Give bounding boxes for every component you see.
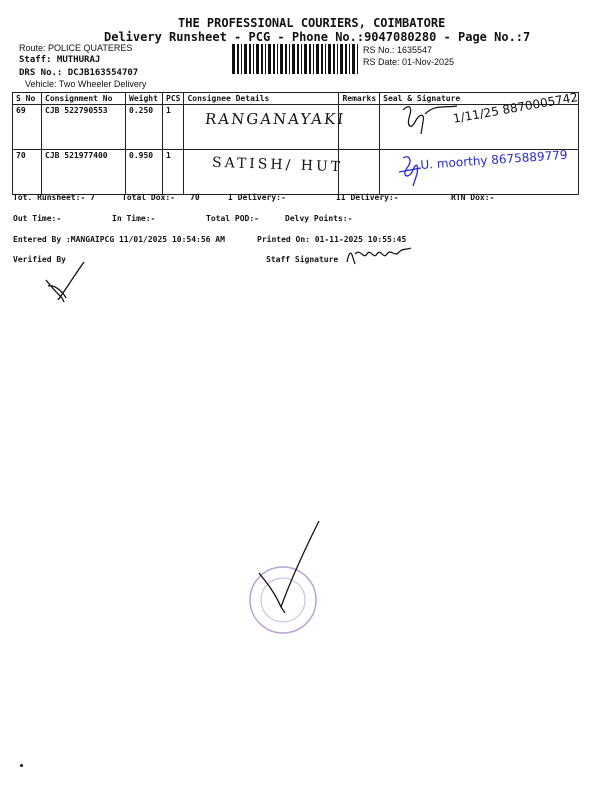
scan-dot bbox=[20, 764, 23, 767]
barcode-bar bbox=[292, 44, 295, 74]
entered-by: Entered By :MANGAIPCG 11/01/2025 10:54:56 AM bbox=[13, 235, 225, 244]
barcode-bar bbox=[273, 44, 275, 74]
stamp-mark bbox=[245, 515, 335, 640]
barcode-image bbox=[232, 44, 358, 74]
barcode-bar bbox=[309, 44, 311, 74]
rtn-dox: RTN Dox:- bbox=[451, 193, 495, 202]
barcode-bar bbox=[304, 44, 307, 74]
barcode-bar bbox=[328, 44, 331, 74]
barcode-bar bbox=[345, 44, 347, 74]
staff-signature-label: Staff Signature bbox=[266, 255, 339, 264]
col-consignment: Consignment No bbox=[42, 93, 126, 105]
barcode-bar bbox=[261, 44, 263, 74]
barcode-bar bbox=[237, 44, 239, 74]
row-pcs: 1 bbox=[163, 105, 184, 150]
verified-checkmark-scribble bbox=[40, 258, 90, 306]
barcode-bar bbox=[289, 44, 290, 74]
row-weight: 0.250 bbox=[126, 105, 163, 150]
barcode-bar bbox=[337, 44, 338, 74]
row-consignment: CJB 522790553 bbox=[42, 105, 126, 150]
barcode-bar bbox=[333, 44, 335, 74]
row-pcs: 1 bbox=[163, 150, 184, 195]
barcode-bar bbox=[325, 44, 326, 74]
barcode-bar bbox=[241, 44, 242, 74]
barcode-bar bbox=[268, 44, 271, 74]
rs-date: RS Date: 01-Nov-2025 bbox=[363, 57, 455, 67]
delvy-points: Delvy Points:- bbox=[285, 214, 353, 223]
row-weight: 0.950 bbox=[126, 150, 163, 195]
col-pcs: PCS bbox=[163, 93, 184, 105]
barcode-bar bbox=[265, 44, 266, 74]
in-time: In Time:- bbox=[112, 214, 156, 223]
printed-on: Printed On: 01-11-2025 10:55:45 bbox=[257, 235, 407, 244]
barcode-bar bbox=[249, 44, 251, 74]
barcode-bar bbox=[313, 44, 314, 74]
total-dox-label: Total Dox:- bbox=[122, 193, 175, 202]
barcode-bar bbox=[297, 44, 299, 74]
total-dox-value: 70 bbox=[190, 193, 200, 202]
barcode-bar bbox=[357, 44, 358, 74]
col-consignee: Consignee Details bbox=[184, 93, 339, 105]
barcode-bar bbox=[349, 44, 350, 74]
barcode-bar bbox=[321, 44, 323, 74]
runsheet-subtitle: Delivery Runsheet - PCG - Phone No.:9047080280 - Page No.:7 bbox=[104, 30, 531, 44]
barcode-bar bbox=[352, 44, 355, 74]
rs-number: RS No.: 1635547 bbox=[363, 45, 433, 55]
col-weight: Weight bbox=[126, 93, 163, 105]
row-remarks bbox=[339, 150, 380, 195]
verified-by: Verified By bbox=[13, 255, 66, 264]
handwritten-consignee-2: SATISH/ HUT bbox=[211, 154, 344, 176]
staff-signature-scribble bbox=[345, 244, 415, 268]
out-time: Out Time:- bbox=[13, 214, 62, 223]
ii-delivery: II Delivery:- bbox=[336, 193, 399, 202]
barcode-bar bbox=[340, 44, 343, 74]
total-pod: Total POD:- bbox=[206, 214, 259, 223]
col-seal-signature: Seal & Signature bbox=[380, 93, 579, 105]
signature-note-2: U. moorthy 8675889779 bbox=[420, 147, 568, 172]
signature-note-1: 1/11/25 8870005742 bbox=[452, 90, 579, 126]
barcode-bar bbox=[253, 44, 254, 74]
tot-runsheet: Tot. Runsheet:- 7 bbox=[13, 193, 95, 202]
row-sno: 70 bbox=[13, 150, 42, 195]
barcode-bar bbox=[244, 44, 247, 74]
row-sno: 69 bbox=[13, 105, 42, 150]
barcode-bar bbox=[316, 44, 319, 74]
table-header-row bbox=[13, 93, 579, 105]
col-sno: S No bbox=[13, 93, 42, 105]
route-label: Route: POLICE QUATERES bbox=[19, 43, 133, 53]
handwritten-consignee-1: RANGANAYAKI bbox=[204, 110, 347, 128]
barcode-bar bbox=[232, 44, 235, 74]
staff-label: Staff: MUTHURAJ bbox=[19, 55, 101, 65]
company-title: THE PROFESSIONAL COURIERS, COIMBATORE bbox=[178, 16, 446, 30]
barcode-bar bbox=[256, 44, 259, 74]
barcode-bar bbox=[301, 44, 302, 74]
barcode-bar bbox=[285, 44, 287, 74]
i-delivery: I Delivery:- bbox=[228, 193, 286, 202]
row-consignment: CJB 521977400 bbox=[42, 150, 126, 195]
barcode-bar bbox=[280, 44, 283, 74]
drs-label: DRS No.: DCJB163554707 bbox=[19, 68, 139, 78]
barcode-bar bbox=[277, 44, 278, 74]
vehicle-label: Vehicle: Two Wheeler Delivery bbox=[25, 79, 147, 89]
col-remarks: Remarks bbox=[339, 93, 380, 105]
